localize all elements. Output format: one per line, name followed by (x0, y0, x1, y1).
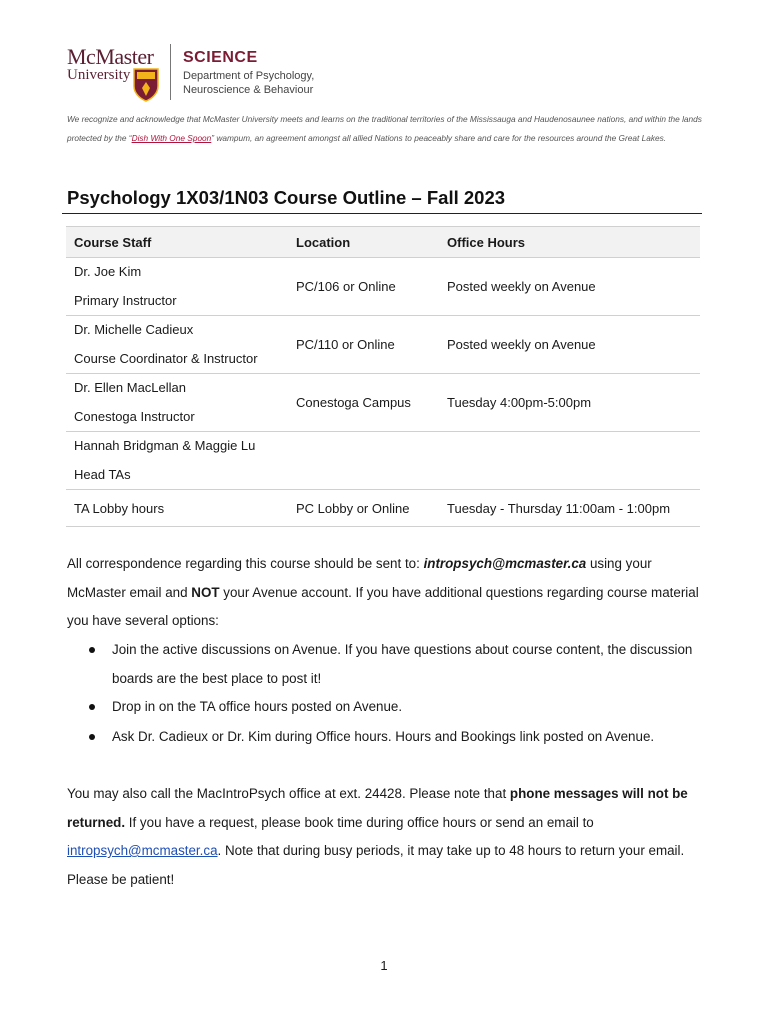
staff-cell (66, 432, 288, 490)
staff-role: Head TAs (74, 466, 131, 482)
course-email-address: intropsych@mcmaster.ca (423, 556, 587, 571)
office-hours-cell (439, 432, 700, 490)
correspondence-paragraph (67, 550, 707, 636)
email-link[interactable]: intropsych@mcmaster.ca (67, 843, 218, 858)
staff-name: Hannah Bridgman & Maggie Lu (74, 438, 256, 453)
column-header-staff: Course Staff (66, 227, 288, 258)
staff-role: Primary Instructor (74, 292, 177, 308)
text-run: All correspondence regarding this course should be sent to: (67, 556, 424, 571)
contact-paragraph (67, 780, 707, 894)
faculty-name: SCIENCE (183, 49, 258, 66)
phone-warning: phone messages will not be returned. (67, 786, 688, 830)
list-item-text: Join the active discussions on Avenue. If you have questions about course content, the discussion boards are the best place to post it! (112, 642, 693, 686)
emphasis-not: NOT (191, 584, 220, 600)
logo-divider (170, 44, 171, 100)
column-header-office-hours: Office Hours (439, 227, 700, 258)
table-row (66, 490, 700, 527)
text-run: . Note that during busy periods, it may take up to 48 hours to return your email. Please be patient! (67, 843, 685, 887)
ack-text-1: We recognize and acknowledge that McMaster University meets and learns on the traditional territories of the Mississauga and Haudenosaunee nations, and within the lands protected by the “ (67, 114, 702, 143)
location-cell: PC/106 or Online (288, 258, 439, 316)
staff-name: Dr. Joe Kim (74, 264, 142, 279)
list-item (67, 723, 707, 752)
text-run: using your McMaster email and (67, 556, 652, 600)
page-number: 1 (380, 958, 388, 973)
location-cell: Conestoga Campus (288, 374, 439, 432)
staff-name: Dr. Michelle Cadieux (74, 322, 194, 337)
logo-wordmark-mcmaster: McMaster (67, 44, 154, 69)
column-header-location: Location (288, 227, 439, 258)
staff-cell: TA Lobby hours (66, 490, 288, 527)
options-list (67, 636, 707, 751)
table-row (66, 258, 700, 316)
list-item (67, 636, 707, 693)
location-cell: PC/110 or Online (288, 316, 439, 374)
department-name-line2: Neuroscience & Behaviour (183, 84, 314, 96)
office-hours-cell: Tuesday - Thursday 11:00am - 1:00pm (439, 490, 700, 527)
staff-cell (66, 374, 288, 432)
land-acknowledgement (67, 110, 707, 148)
staff-cell (66, 316, 288, 374)
office-hours-cell: Posted weekly on Avenue (439, 316, 700, 374)
list-item (67, 693, 707, 722)
text-run: your Avenue account. If you have additional questions regarding course material you have several options: (67, 584, 699, 628)
table-row (66, 374, 700, 432)
bullet-icon (89, 647, 95, 653)
staff-role: Conestoga Instructor (74, 408, 195, 424)
staff-cell (66, 258, 288, 316)
page-title: Psychology 1X03/1N03 Course Outline – Fall 2023 (67, 187, 506, 208)
crest-icon (133, 68, 159, 102)
location-cell: PC Lobby or Online (288, 490, 439, 527)
text-run: You may also call the MacIntroPsych office at ext. 24428. Please note that (67, 786, 510, 801)
staff-name: Dr. Ellen MacLellan (74, 380, 186, 395)
text-run: If you have a request, please book time during office hours or send an email to (125, 814, 594, 830)
location-cell (288, 432, 439, 490)
office-hours-cell: Posted weekly on Avenue (439, 258, 700, 316)
staff-role: Course Coordinator & Instructor (74, 350, 258, 366)
bullet-icon (89, 704, 95, 710)
dish-with-one-spoon-link[interactable]: Dish With One Spoon (131, 133, 212, 143)
table-row (66, 316, 700, 374)
list-item-text: Drop in on the TA office hours posted on Avenue. (112, 699, 403, 714)
course-staff-table (66, 226, 700, 527)
bullet-icon (89, 734, 95, 740)
logo-wordmark-university: University (67, 67, 131, 83)
title-divider (62, 213, 702, 214)
table-header-row (66, 227, 700, 258)
table-row (66, 432, 700, 490)
department-name-line1: Department of Psychology, (183, 70, 315, 82)
list-item-text: Ask Dr. Cadieux or Dr. Kim during Office hours. Hours and Bookings link posted on Avenue. (112, 728, 655, 744)
office-hours-cell: Tuesday 4:00pm-5:00pm (439, 374, 700, 432)
ack-text-2: ” wampum, an agreement amongst all allied Nations to peaceably share and care for the resources around the Great Lakes. (211, 133, 667, 143)
